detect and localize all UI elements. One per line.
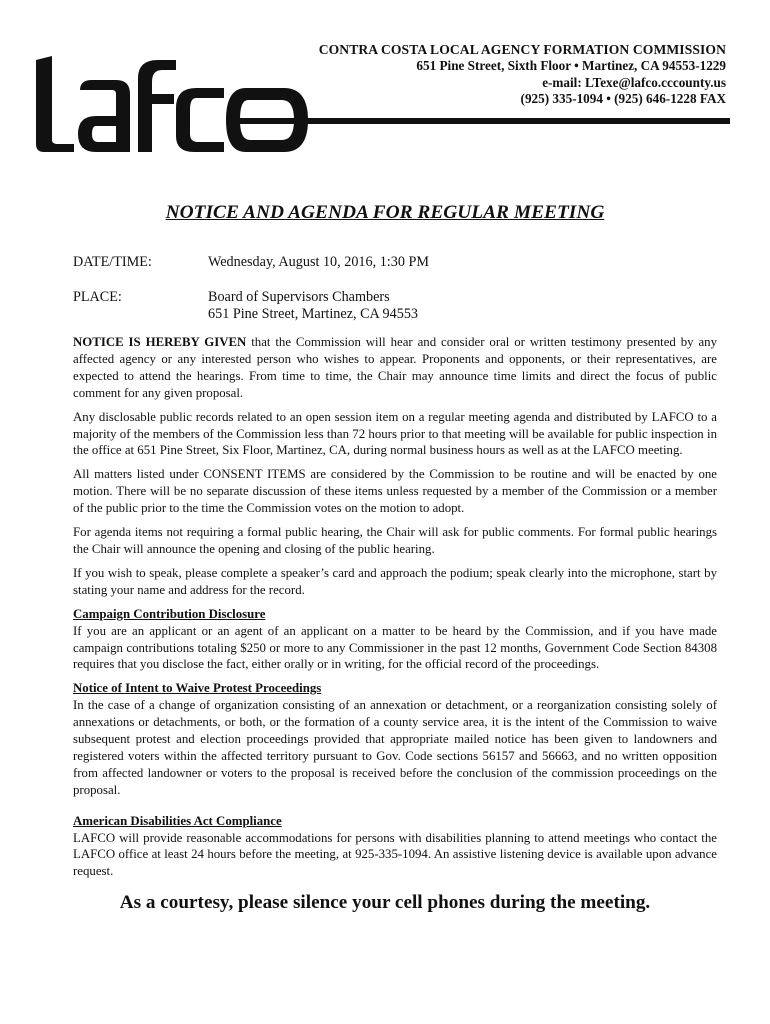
protest-heading: Notice of Intent to Waive Protest Proceedings <box>73 681 322 696</box>
notice-lead: NOTICE IS HEREBY GIVEN <box>73 335 247 349</box>
speak-paragraph: If you wish to speak, please complete a speaker’s card and approach the podium; speak clearly into the microphone, start by stating your name and address for the record. <box>73 565 717 597</box>
notice-rest: that the Commission will hear and consider oral or written testimony presented by any affected agency or any interested person who wishes to appear. Proponents and opponents, or their representatives, are expected to attend the hearings. From time to time, the Chair may announce time limits and direct the focus of public comment for any given proposal. <box>73 335 717 400</box>
protest-paragraph: In the case of a change of organization consisting of an annexation or detachment, or a reorganization consisting solely of annexations or detachments, or both, or the formation of a county service area, it is the intent of the Commission to waive subsequent protest and election proceedings provided that appropriate mailed notice has been given to landowners and registered voters within the affected territory pursuant to Gov. Code sections 56157 and 56663, and no written opposition from affected landowner or voters to the proposal is received before the conclusion of the commission proceedings on the proposal. <box>73 698 717 797</box>
org-header <box>319 42 726 108</box>
page-title: NOTICE AND AGENDA FOR REGULAR MEETING <box>165 202 605 223</box>
courtesy-notice: As a courtesy, please silence your cell phones during the meeting. <box>119 892 651 913</box>
agenda-items-paragraph: For agenda items not requiring a formal public hearing, the Chair will ask for public comments. For formal public hearings the Chair will announce the opening and closing of the public hearing. <box>73 525 717 556</box>
place-line2: 651 Pine Street, Martinez, CA 94553 <box>208 306 419 322</box>
datetime-label: DATE/TIME: <box>73 254 152 270</box>
org-phone: (925) 335-1094 • (925) 646-1228 FAX <box>520 91 726 107</box>
lafco-logo <box>34 54 314 154</box>
org-address: 651 Pine Street, Sixth Floor • Martinez, CA 94553-1229 <box>416 58 726 74</box>
ada-heading: American Disabilities Act Compliance <box>73 813 282 828</box>
org-email[interactable]: e-mail: LTexe@lafco.cccounty.us <box>542 74 726 90</box>
logo-text: lafco <box>34 54 36 55</box>
ada-paragraph: LAFCO will provide reasonable accommodations for persons with disabilities planning to attend meetings who contact the LAFCO office at least 24 hours before the meeting, at 925-335-1094. An assistive listening device is available upon advance request. <box>73 830 717 879</box>
logo-letter-f <box>138 60 176 152</box>
place-label: PLACE: <box>73 289 122 305</box>
place-line1: Board of Supervisors Chambers <box>208 289 390 305</box>
logo-letter-l <box>36 56 74 152</box>
campaign-paragraph: If you are an applicant or an agent of an applicant on a matter to be heard by the Commission, and if you have made campaign contributions totaling $250 or more to any Commissioner in the past 12 months, Government Code Section 84308 requires that you disclose the fact, either orally or in writing, for the official record of the proceedings. <box>73 623 717 672</box>
org-name: CONTRA COSTA LOCAL AGENCY FORMATION COMMISSION <box>318 42 726 57</box>
datetime-value: Wednesday, August 10, 2016, 1:30 PM <box>208 254 429 270</box>
consent-paragraph: All matters listed under CONSENT ITEMS are considered by the Commission to be routine and will be enacted by one motion. There will be no separate discussion of these items unless requested by a member of the Commission or a member of the public prior to the time the Commission votes on the motion to adopt. <box>73 467 717 516</box>
header-rule <box>228 118 730 124</box>
logo-letter-a <box>78 80 130 152</box>
notice-body <box>73 334 717 887</box>
records-paragraph: Any disclosable public records related to an open session item on a regular meeting agenda and distributed by LAFCO to a majority of the members of the Commission less than 72 hours prior to that meeting will be available for public inspection in the office at 651 Pine Street, Six Floor, Martinez, CA, during normal business hours as well as at the LAFCO meeting. <box>73 409 717 458</box>
campaign-heading: Campaign Contribution Disclosure <box>73 606 266 621</box>
notice-paragraph <box>73 334 717 402</box>
logo-letter-c <box>176 88 224 152</box>
